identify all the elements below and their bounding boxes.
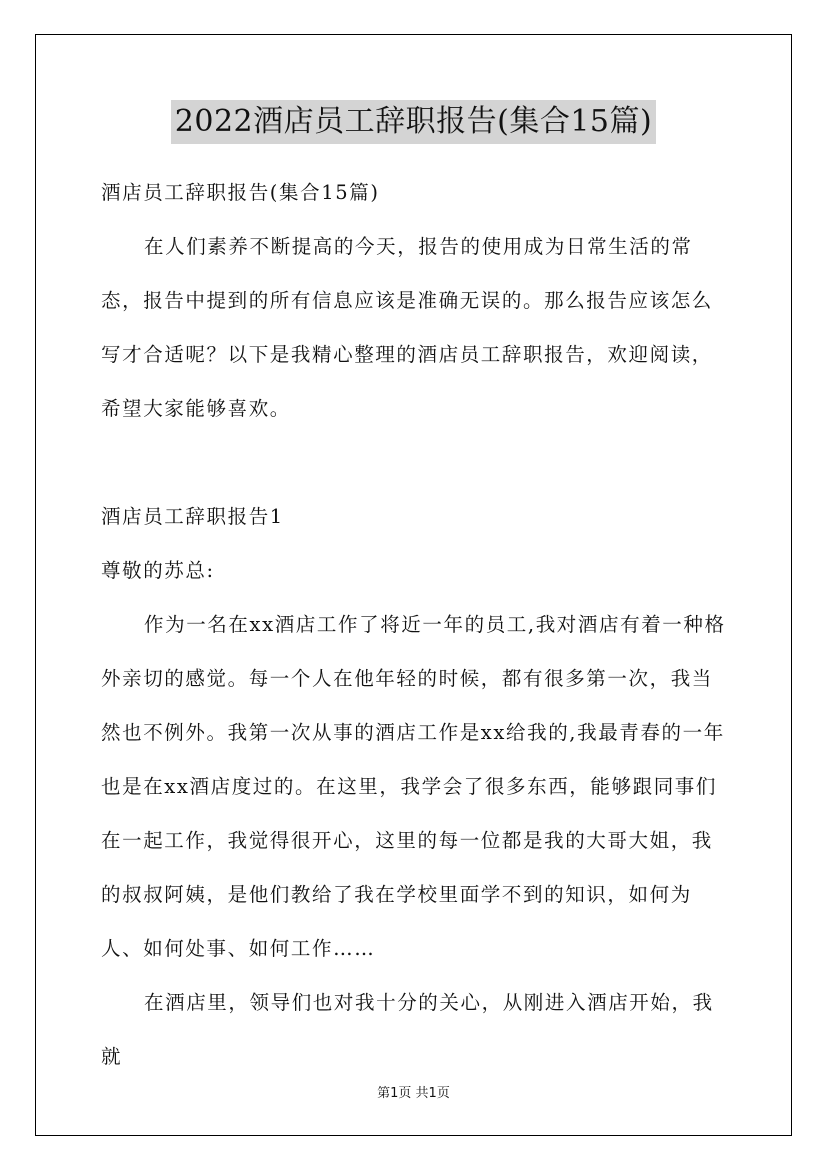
body-paragraph-2: 在酒店里，领导们也对我十分的关心，从刚进入酒店开始，我就 [101, 991, 714, 1068]
page-footer: 第1页 共1页 [377, 1086, 450, 1101]
document-subtitle: 酒店员工辞职报告(集合15篇) [101, 181, 380, 204]
body-paragraph-1: 作为一名在xx酒店工作了将近一年的员工,我对酒店有着一种格外亲切的感觉。每一个人在他年轻的时候，都有很多第一次，我当然也不例外。我第一次从事的酒店工作是xx给我的,我最青春的一年也是在xx酒店度过的。在这里，我学会了很多东西，能够跟同事们在一起工作，我觉得很开心，这里的每一位都是我的大哥大姐，我的叔叔阿姨，是他们教给了我在学校里面学不到的知识，如何为人、如何处事、如何工作…… [101, 613, 726, 960]
intro-paragraph: 在人们素养不断提高的今天，报告的使用成为日常生活的常态，报告中提到的所有信息应该是准确无误的。那么报告应该怎么写才合适呢？以下是我精心整理的酒店员工辞职报告，欢迎阅读，希望大家能够喜欢。 [101, 235, 713, 420]
section-heading: 酒店员工辞职报告1 [101, 505, 284, 528]
salutation: 尊敬的苏总: [101, 559, 215, 582]
document-title: 2022酒店员工辞职报告(集合15篇) [0, 100, 827, 144]
